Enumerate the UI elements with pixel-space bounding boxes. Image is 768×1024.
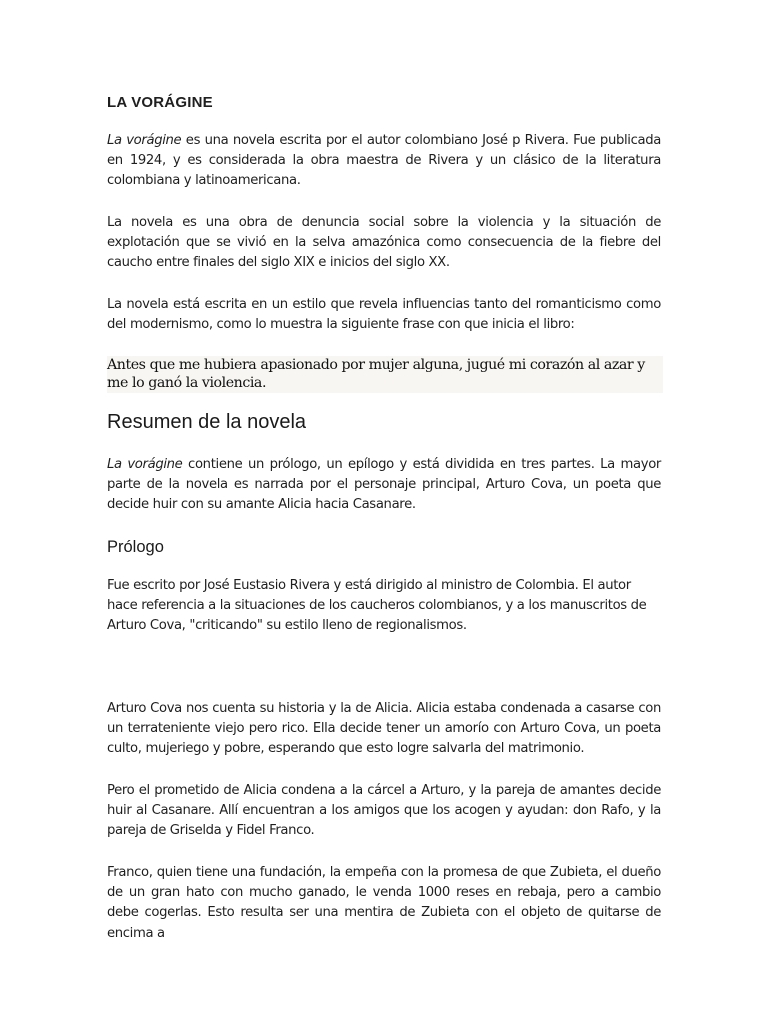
casanare-paragraph: Pero el prometido de Alicia condena a la cárcel a Arturo, y la pareja de amantes decide huir al Casanare. Allí encuentran a los amigos que los acogen y ayudan: don Rafo, y la pareja de Griselda y Fidel Franco. — [107, 783, 661, 839]
prologue-heading: Prólogo — [107, 538, 164, 556]
document-title: LA VORÁGINE — [107, 94, 213, 111]
social-denunciation-paragraph: La novela es una obra de denuncia social sobre la violencia y la situación de explotación que se vivió en la selva amazónica como consecuencia de la fiebre del caucho entre finales del siglo XIX e inicios del siglo XX. — [107, 215, 661, 271]
style-paragraph: La novela está escrita en un estilo que revela influencias tanto del romanticismo como del modernismo, como lo muestra la siguiente frase con que inicia el libro: — [107, 297, 661, 333]
intro-text: es una novela escrita por el autor colombiano José p Rivera. Fue publicada en 1924, y es considerada la obra maestra de Rivera y un clásico de la literatura colombiana y latinoamericana. — [107, 133, 661, 189]
summary-text: contiene un prólogo, un epílogo y está dividida en tres partes. La mayor parte de la novela es narrada por el personaje principal, Arturo Cova, un poeta que decide huir con su amante Alicia hacia Casanare. — [107, 457, 661, 513]
book-title-italic: La vorágine — [107, 133, 182, 148]
franco-paragraph: Franco, quien tiene una fundación, la empeña con la promesa de que Zubieta, el dueño de un gran hato con mucho ganado, le venda 1000 reses en rebaja, pero a cambio debe cogerlas. Esto resulta ser una mentira de Zubieta con el objeto de quitarse de encima a — [107, 865, 661, 941]
cova-story-paragraph: Arturo Cova nos cuenta su historia y la de Alicia. Alicia estaba condenada a casarse con un terrateniente viejo pero rico. Ella decide tener un amorío con Arturo Cova, un poeta culto, mujeriego y pobre, esperando que esto logre salvarla del matrimonio. — [107, 701, 661, 757]
book-title-italic: La vorágine — [107, 457, 183, 472]
summary-paragraph — [107, 455, 661, 516]
intro-paragraph — [107, 131, 661, 192]
prologue-paragraph: Fue escrito por José Eustasio Rivera y está dirigido al ministro de Colombia. El autor hace referencia a la situaciones de los caucheros colombianos, y a los manuscritos de Arturo Cova, "criticando" su estilo lleno de regionalismos. — [107, 578, 647, 634]
opening-quote: Antes que me hubiera apasionado por mujer alguna, jugué mi corazón al azar y me lo ganó la violencia. — [107, 356, 663, 393]
summary-heading: Resumen de la novela — [107, 411, 307, 433]
